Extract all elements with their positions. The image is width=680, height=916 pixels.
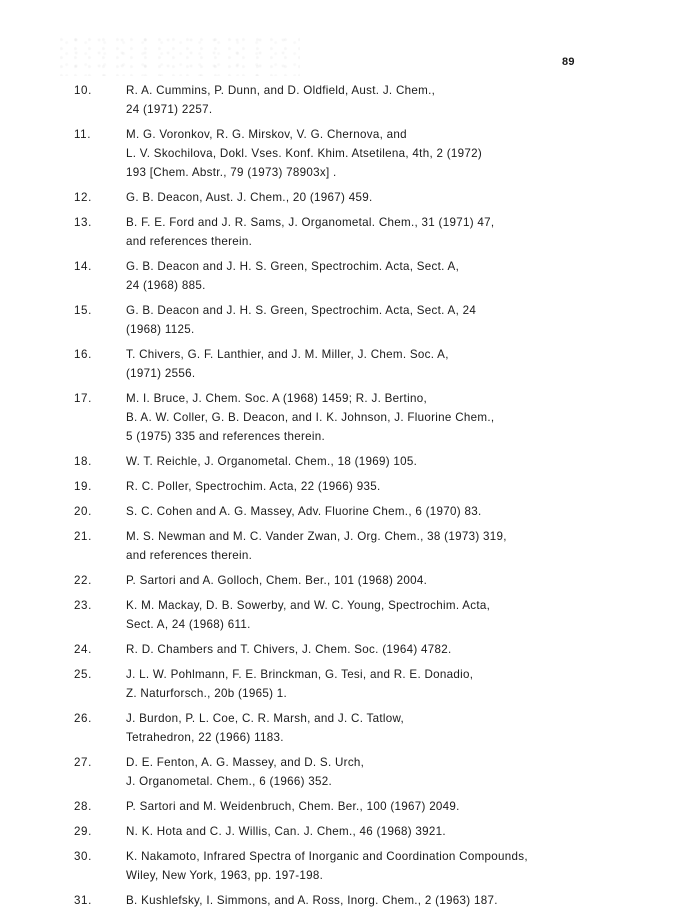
reference-text-line: J. L. W. Pohlmann, F. E. Brinckman, G. Tesi, and R. E. Donadio, (126, 668, 474, 681)
reference-item (74, 477, 644, 496)
reference-text-line: T. Chivers, G. F. Lanthier, and J. M. Miller, J. Chem. Soc. A, (126, 348, 449, 361)
reference-text-line: N. K. Hota and C. J. Willis, Can. J. Chem., 46 (1968) 3921. (126, 825, 446, 838)
reference-item (74, 213, 644, 251)
reference-item (74, 571, 644, 590)
reference-text-line: J. Burdon, P. L. Coe, C. R. Marsh, and J. C. Tatlow, (126, 712, 405, 725)
reference-number: 30. (74, 850, 92, 863)
reference-text-line: K. Nakamoto, Infrared Spectra of Inorganic and Coordination Compounds, (126, 850, 528, 863)
page-number: 89 (562, 56, 575, 68)
reference-text-line: Tetrahedron, 22 (1966) 1183. (126, 731, 284, 744)
reference-item (74, 452, 644, 471)
reference-text-line: J. Organometal. Chem., 6 (1966) 352. (126, 775, 333, 788)
reference-text-line: G. B. Deacon and J. H. S. Green, Spectrochim. Acta, Sect. A, (126, 260, 460, 273)
reference-number: 10. (74, 84, 92, 97)
reference-number: 28. (74, 800, 92, 813)
reference-number: 11. (74, 128, 92, 141)
reference-text-line: M. I. Bruce, J. Chem. Soc. A (1968) 1459; R. J. Bertino, (126, 392, 427, 405)
reference-text-line: 24 (1971) 2257. (126, 103, 213, 116)
reference-text-line: Sect. A, 24 (1968) 611. (126, 618, 251, 631)
reference-text-line: B. Kushlefsky, I. Simmons, and A. Ross, Inorg. Chem., 2 (1963) 187. (126, 894, 498, 907)
reference-item (74, 389, 644, 446)
reference-number: 21. (74, 530, 92, 543)
reference-text-line: (1968) 1125. (126, 323, 195, 336)
reference-text-line: R. A. Cummins, P. Dunn, and D. Oldfield, Aust. J. Chem., (126, 84, 436, 97)
reference-text-line: 24 (1968) 885. (126, 279, 206, 292)
reference-text-line: 193 [Chem. Abstr., 79 (1973) 78903x] . (126, 166, 337, 179)
reference-item (74, 665, 644, 703)
reference-text-line: R. D. Chambers and T. Chivers, J. Chem. Soc. (1964) 4782. (126, 643, 452, 656)
reference-item (74, 640, 644, 659)
reference-item (74, 797, 644, 816)
reference-number: 29. (74, 825, 92, 838)
reference-text-line: G. B. Deacon and J. H. S. Green, Spectrochim. Acta, Sect. A, 24 (126, 304, 477, 317)
reference-item (74, 81, 644, 119)
reference-item (74, 822, 644, 841)
reference-text-line: B. A. W. Coller, G. B. Deacon, and I. K. Johnson, J. Fluorine Chem., (126, 411, 495, 424)
reference-number: 13. (74, 216, 92, 229)
reference-text-line: G. B. Deacon, Aust. J. Chem., 20 (1967) 459. (126, 191, 373, 204)
reference-text-line: P. Sartori and M. Weidenbruch, Chem. Ber., 100 (1967) 2049. (126, 800, 460, 813)
reference-number: 31. (74, 894, 92, 907)
reference-item (74, 125, 644, 182)
reference-number: 23. (74, 599, 92, 612)
reference-text-line: B. F. E. Ford and J. R. Sams, J. Organometal. Chem., 31 (1971) 47, (126, 216, 495, 229)
reference-number: 25. (74, 668, 92, 681)
scan-artifact (60, 36, 300, 76)
reference-text-line: P. Sartori and A. Golloch, Chem. Ber., 101 (1968) 2004. (126, 574, 428, 587)
reference-item (74, 596, 644, 634)
reference-number: 18. (74, 455, 92, 468)
reference-text-line: L. V. Skochilova, Dokl. Vses. Konf. Khim. Atsetilena, 4th, 2 (1972) (126, 147, 483, 160)
reference-number: 20. (74, 505, 92, 518)
reference-text-line: and references therein. (126, 235, 253, 248)
reference-text-line: K. M. Mackay, D. B. Sowerby, and W. C. Young, Spectrochim. Acta, (126, 599, 491, 612)
reference-number: 15. (74, 304, 92, 317)
reference-number: 26. (74, 712, 92, 725)
reference-list (74, 81, 644, 916)
reference-text-line: S. C. Cohen and A. G. Massey, Adv. Fluorine Chem., 6 (1970) 83. (126, 505, 482, 518)
reference-item (74, 753, 644, 791)
reference-text-line: and references therein. (126, 549, 253, 562)
reference-text-line: M. G. Voronkov, R. G. Mirskov, V. G. Chernova, and (126, 128, 407, 141)
reference-item (74, 891, 644, 910)
reference-number: 27. (74, 756, 92, 769)
reference-number: 16. (74, 348, 92, 361)
reference-item (74, 847, 644, 885)
reference-item (74, 345, 644, 383)
reference-item (74, 301, 644, 339)
reference-item (74, 188, 644, 207)
reference-item (74, 502, 644, 521)
reference-text-line: 5 (1975) 335 and references therein. (126, 430, 325, 443)
reference-number: 17. (74, 392, 92, 405)
reference-item (74, 709, 644, 747)
reference-text-line: Z. Naturforsch., 20b (1965) 1. (126, 687, 288, 700)
reference-item (74, 527, 644, 565)
reference-text-line: Wiley, New York, 1963, pp. 197-198. (126, 869, 324, 882)
reference-number: 12. (74, 191, 92, 204)
reference-number: 19. (74, 480, 92, 493)
reference-item (74, 257, 644, 295)
reference-text-line: M. S. Newman and M. C. Vander Zwan, J. Org. Chem., 38 (1973) 319, (126, 530, 507, 543)
reference-number: 22. (74, 574, 92, 587)
reference-text-line: (1971) 2556. (126, 367, 196, 380)
reference-text-line: D. E. Fenton, A. G. Massey, and D. S. Urch, (126, 756, 365, 769)
reference-text-line: W. T. Reichle, J. Organometal. Chem., 18 (1969) 105. (126, 455, 418, 468)
reference-text-line: R. C. Poller, Spectrochim. Acta, 22 (1966) 935. (126, 480, 381, 493)
reference-number: 24. (74, 643, 92, 656)
reference-number: 14. (74, 260, 92, 273)
